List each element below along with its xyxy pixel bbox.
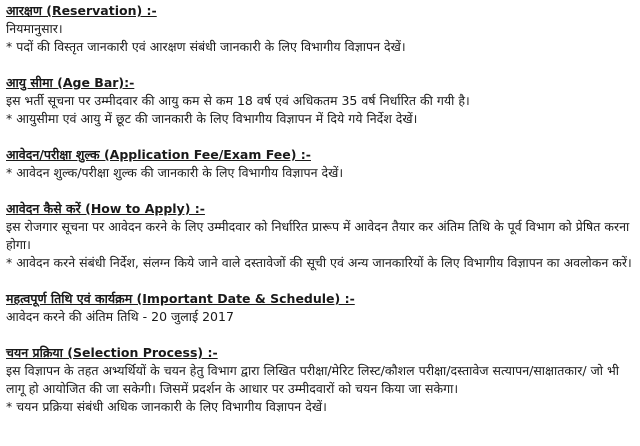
section-heading: महत्वपूर्ण तिथि एवं कार्यक्रम (Important Date & Schedule) :- [6,291,355,306]
section-line: * आवेदन शुल्क/परीक्षा शुल्क की जानकारी के लिए विभागीय विज्ञापन देखें। [6,165,344,180]
section-reservation [6,2,634,56]
section-heading: आरक्षण (Reservation) :- [6,3,157,18]
section-selection-process [6,344,634,416]
section-age-bar [6,74,634,128]
section-line: * आयुसीमा एवं आयु में छूट की जानकारी के लिए विभागीय विज्ञापन में दिये गये निर्देश देखें। [6,111,418,126]
section-line: आवेदन करने की अंतिम तिथि - 20 जुलाई 2017 [6,309,234,324]
section-application-fee [6,146,634,182]
section-how-to-apply [6,200,634,272]
section-line: इस विज्ञापन के तहत अभ्यर्थियों के चयन हेतु विभाग द्वारा लिखित परीक्षा/मेरिट लिस्ट/कौशल परीक्षा/दस्तावेज सत्यापन/साक्षातकार/ जो भी लागू हो आयोजित की जा सकेगी। जिसमें प्रदर्शन के आधार पर उम्मीदवारों को चयन किया जा सकेगा। [6,363,620,396]
section-line: इस रोजगार सूचना पर आवेदन करने के लिए उम्मीदवार को निर्धारित प्रारूप में आवेदन तैयार कर अंतिम तिथि के पूर्व विभाग को प्रेषित करना होगा। [6,219,630,252]
section-line: इस भर्ती सूचना पर उम्मीदवार की आयु कम से कम 18 वर्ष एवं अधिकतम 35 वर्ष निर्धारित की गयी है। [6,93,470,108]
section-heading: आवेदन कैसे करें (How to Apply) :- [6,201,205,216]
section-line: * पदों की विस्तृत जानकारी एवं आरक्षण संबंधी जानकारी के लिए विभागीय विज्ञापन देखें। [6,39,406,54]
section-heading: आवेदन/परीक्षा शुल्क (Application Fee/Exam Fee) :- [6,147,311,162]
section-line: * आवेदन करने संबंधी निर्देश, संलग्न किये जाने वाले दस्तावेजों की सूची एवं अन्य जानकारियों के लिए विभागीय विज्ञापन का अवलोकन करें। [6,255,632,270]
section-line: नियमानुसार। [6,21,63,36]
section-line: * चयन प्रक्रिया संबंधी अधिक जानकारी के लिए विभागीय विज्ञापन देखें। [6,399,327,414]
section-heading: आयु सीमा (Age Bar):- [6,75,135,90]
section-heading: चयन प्रक्रिया (Selection Process) :- [6,345,218,360]
section-important-dates [6,290,634,326]
